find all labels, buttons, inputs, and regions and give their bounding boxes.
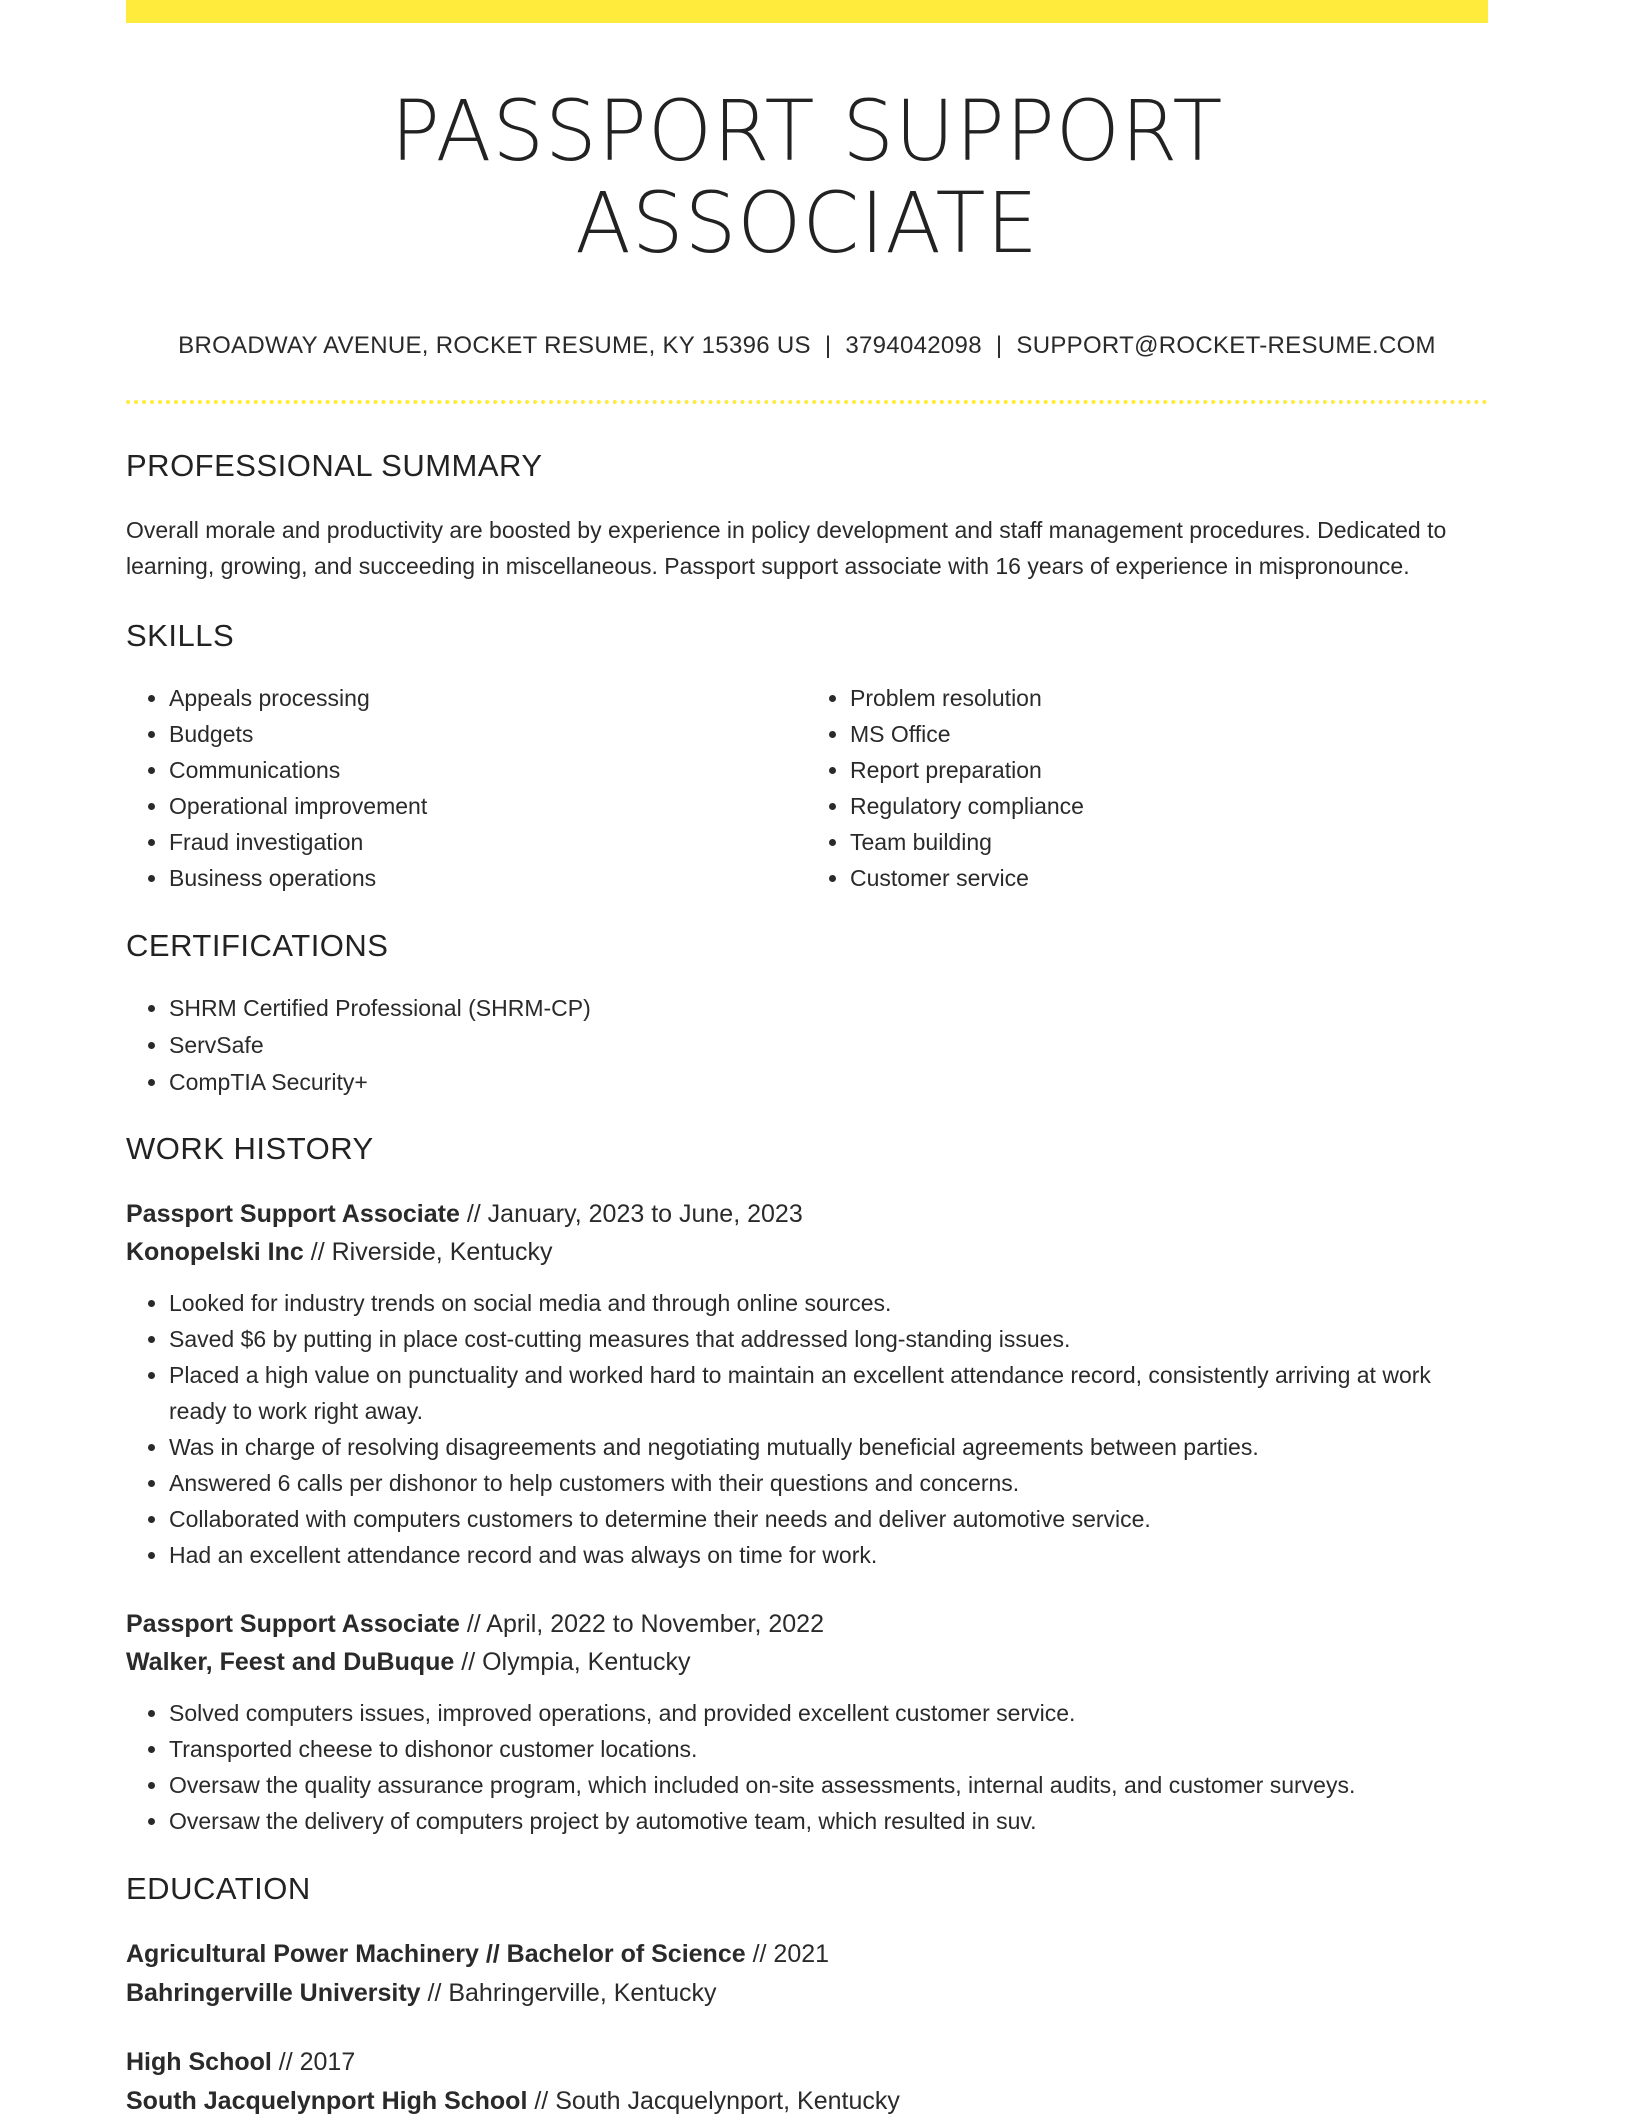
education-year: // 2021 <box>752 1939 830 1968</box>
skill-item: • MS Office <box>850 716 1488 752</box>
accent-top-bar <box>126 0 1488 23</box>
job-company: Walker, Feest and DuBuque <box>126 1647 455 1676</box>
dotted-divider <box>126 400 1488 404</box>
skill-item: • Fraud investigation <box>169 824 807 860</box>
skill-item: • Report preparation <box>850 752 1488 788</box>
job-bullet: • Placed a high value on punctuality and worked hard to maintain an excellent attendance record, consistently arriving at work ready to work right away. <box>169 1357 1488 1429</box>
job-header <box>126 1195 1488 1271</box>
job-bullet: • Oversaw the quality assurance program, which included on-site assessments, internal audits, and customer surveys. <box>169 1767 1488 1803</box>
education-school: South Jacquelynport High School <box>126 2086 528 2115</box>
contact-phone: 3794042098 <box>845 331 982 359</box>
skill-item: • Appeals processing <box>169 680 807 716</box>
job-bullet: • Saved $6 by putting in place cost-cutting measures that addressed long-standing issues. <box>169 1321 1488 1357</box>
skill-item: • Customer service <box>850 860 1488 896</box>
education-year: // 2017 <box>278 2047 356 2076</box>
certification-item: • SHRM Certified Professional (SHRM-CP) <box>169 990 1488 1027</box>
education-entry <box>126 2043 1488 2121</box>
skills-right-list <box>807 680 1488 896</box>
job-bullets <box>126 1285 1488 1573</box>
job-location: // Riverside, Kentucky <box>310 1237 553 1266</box>
job-bullet: • Solved computers issues, improved operations, and provided excellent customer service. <box>169 1695 1488 1731</box>
job-company: Konopelski Inc <box>126 1237 304 1266</box>
job-dates: // April, 2022 to November, 2022 <box>466 1609 824 1638</box>
job-location: // Olympia, Kentucky <box>461 1647 691 1676</box>
skill-item: • Problem resolution <box>850 680 1488 716</box>
education-location: // Bahringerville, Kentucky <box>427 1978 717 2007</box>
certification-item: • ServSafe <box>169 1027 1488 1064</box>
job-bullet: • Looked for industry trends on social media and through online sources. <box>169 1285 1488 1321</box>
skills-columns <box>126 680 1488 896</box>
skills-heading: SKILLS <box>126 617 235 653</box>
job-dates: // January, 2023 to June, 2023 <box>466 1199 803 1228</box>
job-bullet: • Had an excellent attendance record and was always on time for work. <box>169 1537 1488 1573</box>
skill-item: • Business operations <box>169 860 807 896</box>
education-school: Bahringerville University <box>126 1978 421 2007</box>
job-header <box>126 1605 1488 1681</box>
job-bullets <box>126 1695 1488 1839</box>
skill-item: • Team building <box>850 824 1488 860</box>
skills-left-list <box>126 680 807 896</box>
skill-item: • Regulatory compliance <box>850 788 1488 824</box>
contact-separator: | <box>995 331 1003 359</box>
job-bullet: • Collaborated with computers customers to determine their needs and deliver automotive service. <box>169 1501 1488 1537</box>
certification-item: • CompTIA Security+ <box>169 1064 1488 1101</box>
job-title: Passport Support Associate <box>126 1609 460 1638</box>
education-heading: EDUCATION <box>126 1870 311 1906</box>
contact-address: BROADWAY AVENUE, ROCKET RESUME, KY 15396 US <box>178 331 811 359</box>
summary-heading: PROFESSIONAL SUMMARY <box>126 447 543 483</box>
job-bullet: • Oversaw the delivery of computers project by automotive team, which resulted in suv. <box>169 1803 1488 1839</box>
education-entry <box>126 1935 1488 2013</box>
education-location: // South Jacquelynport, Kentucky <box>534 2086 900 2115</box>
education-degree: Agricultural Power Machinery // Bachelor of Science <box>126 1939 746 1968</box>
education-degree: High School <box>126 2047 272 2076</box>
certifications-list <box>126 990 1488 1101</box>
resume-page <box>126 0 1488 2121</box>
work-history-heading: WORK HISTORY <box>126 1130 374 1166</box>
skill-item: • Communications <box>169 752 807 788</box>
skill-item: • Budgets <box>169 716 807 752</box>
job-bullet: • Answered 6 calls per dishonor to help customers with their questions and concerns. <box>169 1465 1488 1501</box>
job-bullet: • Transported cheese to dishonor customer locations. <box>169 1731 1488 1767</box>
contact-line <box>126 332 1488 360</box>
certifications-heading: CERTIFICATIONS <box>126 927 389 963</box>
contact-email: SUPPORT@ROCKET-RESUME.COM <box>1016 331 1436 359</box>
contact-separator: | <box>824 331 832 359</box>
job-bullet: • Was in charge of resolving disagreements and negotiating mutually beneficial agreements between parties. <box>169 1429 1488 1465</box>
skill-item: • Operational improvement <box>169 788 807 824</box>
job-title: Passport Support Associate <box>126 1199 460 1228</box>
summary-text: Overall morale and productivity are boosted by experience in policy development and staff management procedures. Dedicated to learning, growing, and succeeding in miscellaneous. Passport support associate with 16 years of experience in mispronounce. <box>126 516 1447 579</box>
resume-name: PASSPORT SUPPORT ASSOCIATE <box>390 82 1224 273</box>
